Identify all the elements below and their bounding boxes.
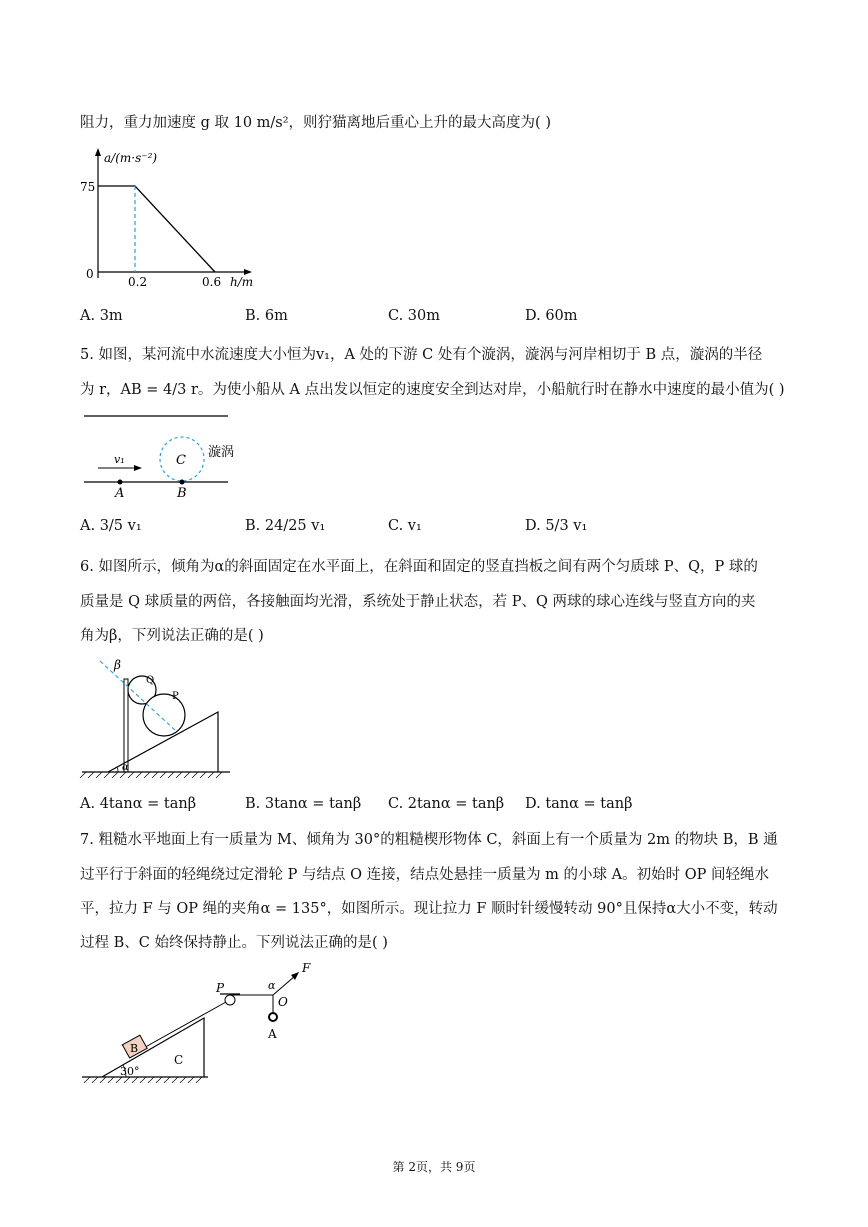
alpha-label: α	[268, 979, 276, 992]
q7-figure	[80, 962, 320, 1087]
x-axis-label: h/m	[230, 275, 254, 289]
option-b[interactable]: B. 3tanα = tanβ	[245, 796, 362, 812]
option-a[interactable]: A. 4tanα = tanβ	[80, 796, 197, 812]
c-label: C	[176, 453, 186, 468]
beta-label: β	[114, 658, 121, 672]
q4-line1: 阻力，重力加速度 g 取 10 m/s²，则狞猫离地后重心上升的最大高度为( )	[80, 115, 551, 131]
v1-label: v₁	[114, 453, 125, 466]
option-c[interactable]: C. 30m	[388, 308, 440, 324]
q6-line2: 质量是 Q 球质量的两倍，各接触面均光滑，系统处于静止状态，若 P、Q 两球的球心连线与竖直方向的夹	[80, 594, 756, 610]
option-b[interactable]: B. 24/25 v₁	[245, 518, 326, 534]
page-footer: 第 2页，共 9页	[392, 1160, 476, 1174]
c-label: C	[174, 1053, 184, 1067]
q5-line1: 5. 如图，某河流中水流速度大小恒为v₁，A 处的下游 C 处有个漩涡，漩涡与河岸相切于 B 点，漩涡的半径	[80, 347, 763, 363]
option-c[interactable]: C. v₁	[388, 518, 422, 534]
x-tick-0-6: 0.6	[202, 275, 222, 289]
f-label: F	[302, 961, 311, 975]
p-label: P	[216, 981, 225, 995]
o-label: O	[278, 995, 288, 1009]
origin-label: 0	[86, 267, 94, 281]
q6-figure	[80, 655, 240, 780]
angle-label: 30°	[120, 1065, 140, 1078]
option-d[interactable]: D. 5/3 v₁	[525, 518, 588, 534]
y-tick-75: 75	[80, 180, 96, 194]
q6-line3: 角为β，下列说法正确的是( )	[80, 628, 264, 644]
option-d[interactable]: D. tanα = tanβ	[525, 796, 633, 812]
option-a[interactable]: A. 3m	[80, 308, 123, 324]
option-a[interactable]: A. 3/5 v₁	[80, 518, 142, 534]
q6-line1: 6. 如图所示，倾角为α的斜面固定在水平面上，在斜面和固定的竖直挡板之间有两个匀质球 P、Q，P 球的	[80, 559, 758, 575]
q7-line4: 过程 B、C 始终保持静止。下列说法正确的是( )	[80, 935, 388, 951]
vortex-label: 漩涡	[208, 445, 235, 460]
option-b[interactable]: B. 6m	[245, 308, 288, 324]
x-tick-0-2: 0.2	[128, 275, 148, 289]
q7-line3: 平，拉力 F 与 OP 绳的夹角α = 135°，如图所示。现让拉力 F 顺时针缓慢转动 90°且保持α大小不变，转动	[80, 901, 778, 917]
q-label: Q	[146, 675, 155, 686]
q7-line1: 7. 粗糙水平地面上有一质量为 M、倾角为 30°的粗糙楔形物体 C，斜面上有一个质量为 2m 的物块 B，B 通	[80, 832, 778, 848]
a-label: A	[115, 486, 125, 501]
option-d[interactable]: D. 60m	[525, 308, 578, 324]
q4-graph	[80, 148, 280, 298]
q5-figure	[80, 410, 250, 505]
y-axis-label: a/(m·s⁻²)	[104, 151, 158, 165]
a-label: A	[268, 1027, 277, 1041]
b-label: B	[177, 486, 187, 501]
p-label: P	[172, 691, 179, 702]
alpha-label: α	[122, 762, 129, 773]
option-c[interactable]: C. 2tanα = tanβ	[388, 796, 505, 812]
q7-line2: 过平行于斜面的轻绳绕过定滑轮 P 与结点 O 连接，结点处悬挂一质量为 m 的小球 A。初始时 OP 间轻绳水	[80, 867, 769, 883]
b-label: B	[130, 1042, 139, 1055]
q5-line2: 为 r，AB = 4/3 r。为使小船从 A 点出发以恒定的速度安全到达对岸，小船航行时在静水中速度的最小值为( )	[80, 382, 785, 398]
